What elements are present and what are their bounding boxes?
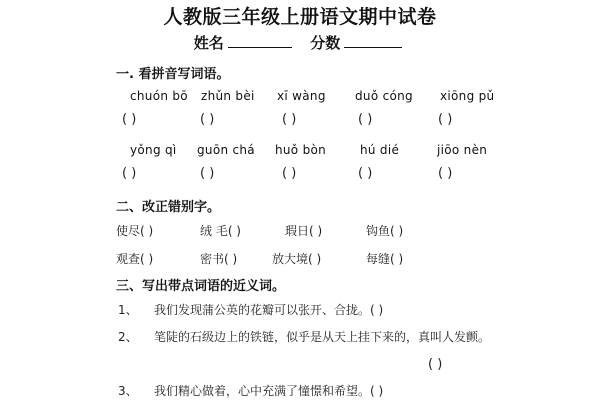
- name-score-line: [0, 32, 600, 53]
- answer-blank[interactable]: ( ): [438, 112, 453, 127]
- pinyin-item: xiōng pǔ: [440, 89, 495, 103]
- correction-item[interactable]: 观查( ): [116, 252, 154, 266]
- correction-item[interactable]: 使尽( ): [116, 224, 154, 238]
- pinyin-item: hú dié: [360, 143, 400, 157]
- pinyin-item: yǒng qì: [130, 143, 177, 157]
- answer-blank[interactable]: ( ): [438, 166, 453, 181]
- answer-blank[interactable]: ( ): [122, 112, 137, 127]
- question-text: 我们精心做着，心中充满了憧憬和希望。( ): [154, 384, 384, 398]
- correction-item[interactable]: 密书( ): [200, 252, 238, 266]
- answer-blank[interactable]: ( ): [428, 357, 443, 372]
- correction-item[interactable]: 瑕日( ): [285, 224, 323, 238]
- answer-blank[interactable]: ( ): [282, 112, 297, 127]
- pinyin-item: huǒ bòn: [275, 143, 327, 157]
- pinyin-item: jiōo nèn: [437, 143, 488, 157]
- pinyin-item: xī wàng: [277, 89, 326, 103]
- score-label: 分数: [310, 34, 341, 52]
- question-text: 我们发现蒲公英的花瓣可以张开、合拢。( ): [154, 303, 384, 317]
- correction-item[interactable]: 绒 毛( ): [200, 224, 241, 238]
- question-number: 3、: [118, 384, 138, 398]
- question-number: 1、: [118, 303, 138, 317]
- answer-blank[interactable]: ( ): [122, 166, 137, 181]
- section-3-heading: 三、写出带点词语的近义词。: [116, 279, 286, 294]
- answer-blank[interactable]: ( ): [200, 112, 215, 127]
- pinyin-item: zhǔn bèi: [201, 89, 255, 103]
- score-field[interactable]: [344, 33, 402, 48]
- exam-title: 人教版三年级上册语文期中试卷: [163, 6, 437, 28]
- answer-blank[interactable]: ( ): [358, 166, 373, 181]
- name-field[interactable]: [228, 33, 292, 48]
- answer-blank[interactable]: ( ): [282, 166, 297, 181]
- correction-item[interactable]: 放大境( ): [272, 252, 322, 266]
- question-number: 2、: [118, 330, 138, 344]
- pinyin-item: chuón bō: [130, 89, 188, 103]
- pinyin-item: guōn chá: [197, 143, 255, 157]
- section-2-heading: 二、改正错别字。: [116, 200, 221, 215]
- correction-item[interactable]: 钩鱼( ): [366, 224, 404, 238]
- name-label: 姓名: [193, 34, 224, 52]
- answer-blank[interactable]: ( ): [358, 112, 373, 127]
- answer-blank[interactable]: ( ): [200, 166, 215, 181]
- question-text: 笔陡的石级边上的铁链，似乎是从天上挂下来的，真叫人发颤。: [154, 330, 491, 344]
- correction-item[interactable]: 每缝( ): [366, 252, 404, 266]
- pinyin-item: duǒ cóng: [355, 89, 413, 103]
- section-1-heading: 一. 看拼音写词语。: [116, 67, 230, 82]
